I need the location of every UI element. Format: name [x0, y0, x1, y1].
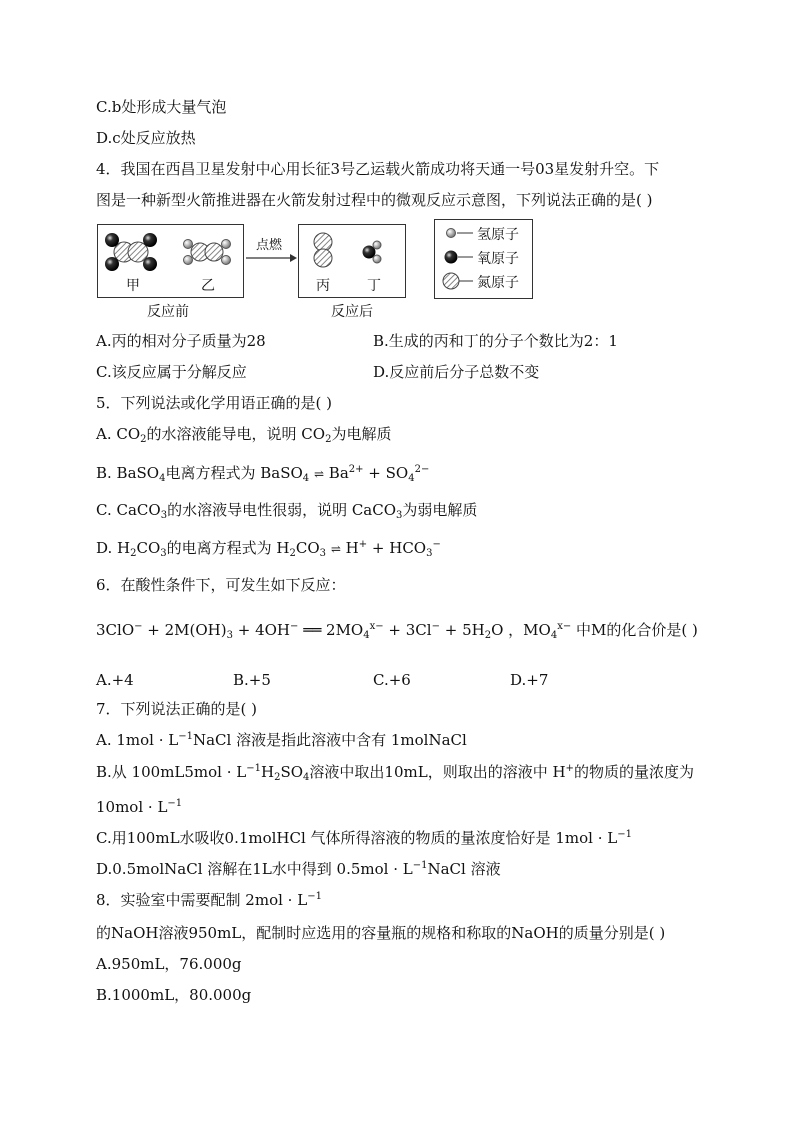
before-reaction-box: [97, 224, 244, 298]
molecule-ding: [363, 241, 382, 263]
legend-oxygen-label: 氧原子: [477, 251, 519, 267]
q6-option-a: A.+4: [96, 671, 134, 689]
reactant-molecules: [98, 225, 243, 297]
product-molecules: [299, 225, 405, 297]
q7-option-c: C.用100mL水吸收0.1molHCl 气体所得溶液的物质的量浓度恰好是 $1mol \cdot L^{-1}$: [96, 829, 632, 847]
label-yi: 乙: [201, 278, 215, 294]
arrow-label: 点燃: [256, 238, 283, 253]
q5-option-d: D. $H_2CO_3$的电离方程式为 $H_2CO_3$ ⇌ $H^+ + HCO_3^-$: [96, 539, 441, 559]
legend-box: [434, 219, 533, 299]
q5-option-b: B. BaSO$_4$电离方程式为 BaSO$_4$ ⇌ $Ba^{2+} + SO_4^{2-}$: [96, 464, 430, 484]
ionization-arrow-icon: ⇌: [313, 467, 325, 481]
label-ding: 丁: [367, 278, 381, 294]
q8-stem-line1: 8．实验室中需要配制 $2mol \cdot L^{-1}$: [96, 891, 322, 909]
q5-option-c: C. CaCO$_3$的水溶液导电性很弱，说明 CaCO$_3$为弱电解质: [96, 501, 478, 521]
ionization-arrow-icon-2: ⇌: [330, 542, 341, 556]
hydrogen-atom-icon: [447, 229, 456, 238]
q5-stem: 5．下列说法或化学用语正确的是( ): [96, 394, 333, 412]
legend-hydrogen-label: 氢原子: [477, 227, 519, 243]
molecule-yi: [184, 240, 231, 265]
label-before-reaction: 反应前: [147, 304, 189, 320]
q4-option-a: A.丙的相对分子质量为28: [96, 332, 266, 350]
q4-stem-line1: 4．我国在西昌卫星发射中心用长征3号乙运载火箭成功将天通一号03星发射升空。下: [96, 160, 660, 178]
q6-option-d: D.+7: [510, 671, 549, 689]
nitrogen-atom-icon: [443, 273, 459, 289]
label-jia: 甲: [126, 278, 140, 294]
after-reaction-box: [298, 224, 406, 298]
equals-sign: ══: [303, 621, 322, 639]
label-bing: 丙: [316, 278, 330, 294]
q7-option-d: D.0.5molNaCl 溶解在1L水中得到 $0.5mol \cdot L^{-1}NaCl$ 溶液: [96, 860, 501, 878]
q8-stem-line2: 的NaOH溶液950mL，配制时应选用的容量瓶的规格和称取的NaOH的质量分别是( ): [96, 924, 666, 942]
molecule-bing: [314, 233, 332, 267]
q7-stem: 7．下列说法正确的是( ): [96, 700, 258, 718]
q4-option-d: D.反应前后分子总数不变: [373, 363, 540, 381]
q8-option-a: A.950mL，76.000g: [96, 955, 242, 973]
q3-option-d: D.c处反应放热: [96, 129, 196, 147]
q6-option-b: B.+5: [233, 671, 271, 689]
q6-option-c: C.+6: [373, 671, 411, 689]
q7-option-b-continued: $10mol \cdot L^{-1}$: [96, 798, 183, 816]
label-after-reaction: 反应后: [331, 304, 373, 320]
oxygen-atom-icon: [445, 251, 458, 264]
q6-equation: $3ClO^- + 2M(OH)_3 + 4OH^-$ ══ $2MO_4^{x-} + 3Cl^- + 5H_2O$ ，$MO_4^{x-}$ 中M的化合价是( ): [96, 621, 698, 641]
legend-nitrogen-label: 氮原子: [477, 275, 519, 291]
q5-option-a: A. $CO_2$的水溶液能导电，说明 $CO_2$为电解质: [96, 425, 392, 445]
q7-option-b: B.从 $100mL5mol \cdot L^{-1}H_2SO_4$溶液中取出10mL，则取出的溶液中 H+的物质的量浓度为: [96, 763, 694, 783]
reaction-arrow: [244, 252, 298, 264]
q3-option-c: C.b处形成大量气泡: [96, 98, 227, 116]
q6-stem: 6．在酸性条件下，可发生如下反应：: [96, 576, 346, 594]
molecule-jia: [105, 233, 157, 271]
q4-option-c: C.该反应属于分解反应: [96, 363, 247, 381]
q4-option-b: B.生成的丙和丁的分子个数比为2：1: [373, 332, 618, 350]
q8-option-b: B.1000mL，80.000g: [96, 986, 252, 1004]
q7-option-a: A. $1mol \cdot L^{-1}NaCl$ 溶液是指此溶液中含有 1molNaCl: [96, 731, 467, 749]
q4-stem-line2: 图是一种新型火箭推进器在火箭发射过程中的微观反应示意图，下列说法正确的是( ): [96, 191, 653, 209]
